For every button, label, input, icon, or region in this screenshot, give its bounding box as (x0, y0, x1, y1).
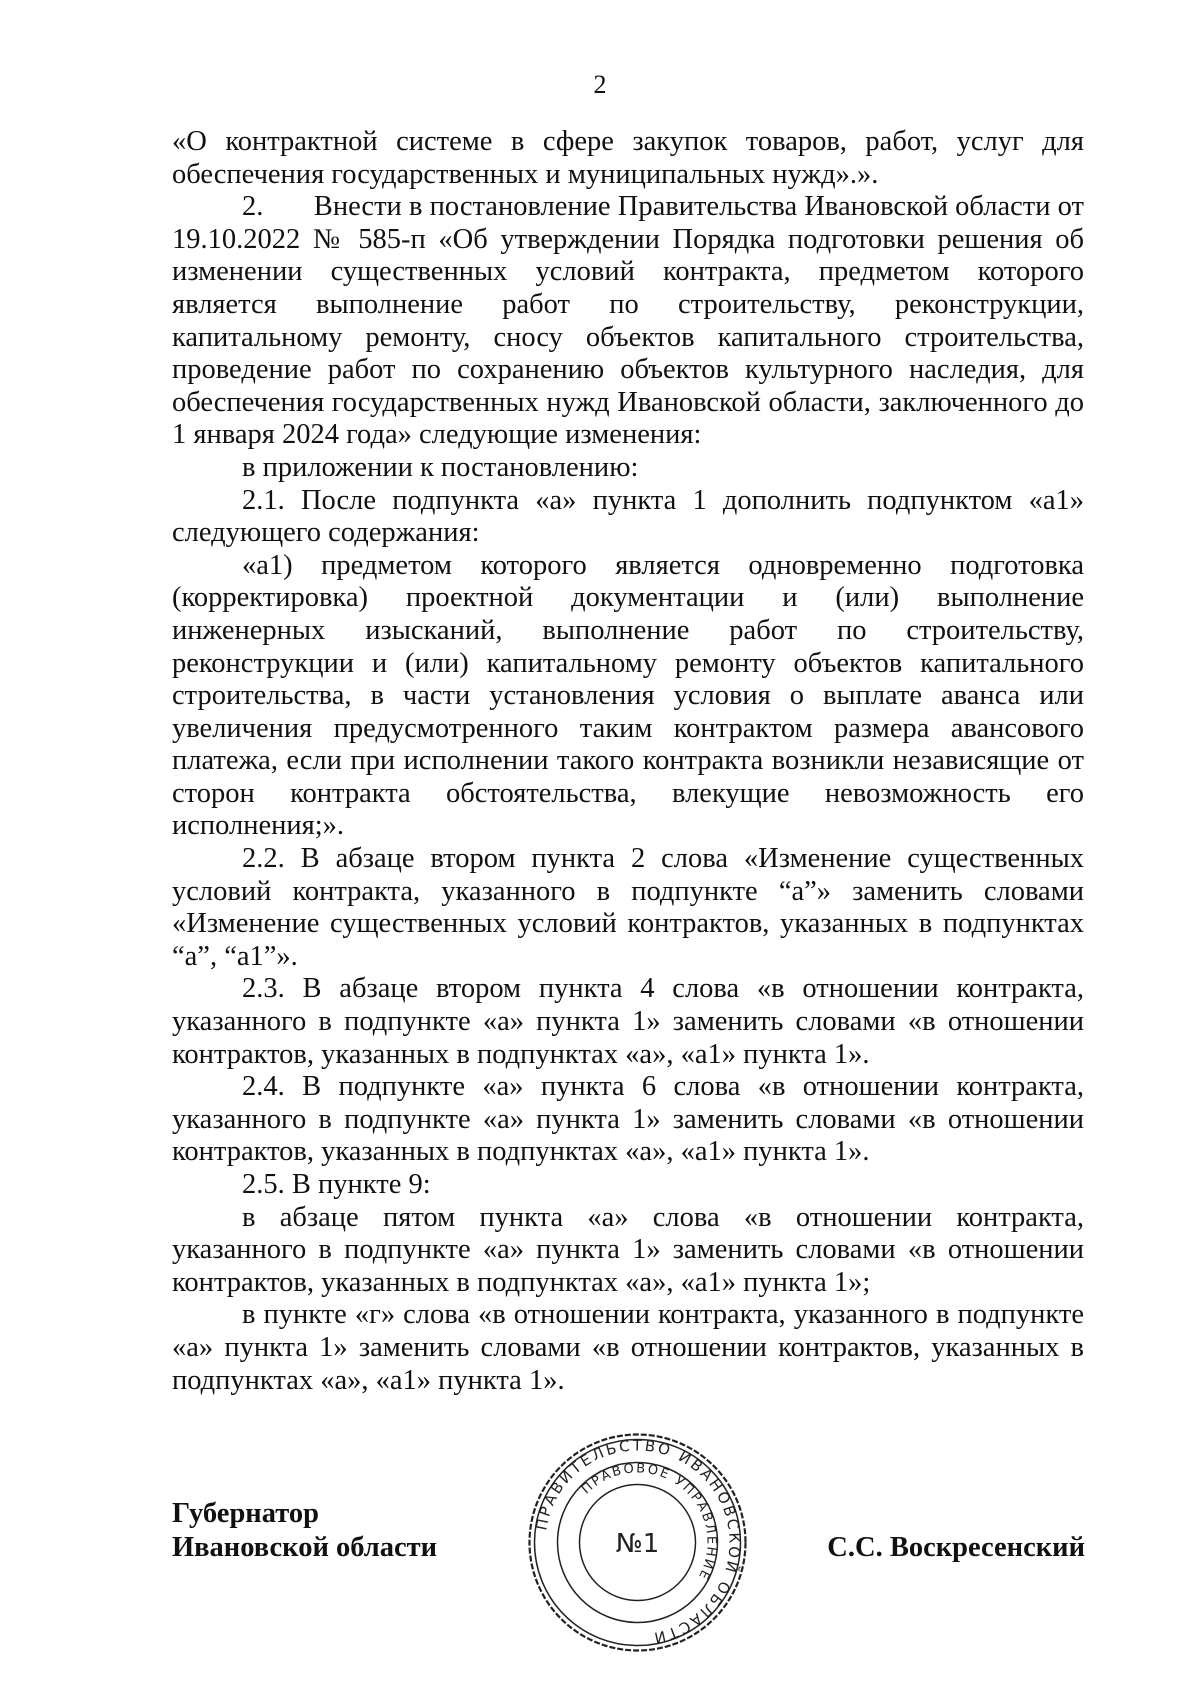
seal-graphic (525, 1430, 750, 1655)
official-seal (525, 1430, 750, 1655)
signature-position (172, 1497, 437, 1565)
paragraph: в абзаце пятом пункта «а» слова «в отношении контракта, указанного в подпункте «а» пункта 1» заменить словами «в отношении контрактов, указанных в подпунктах «а», «а1» пункта 1»; (172, 1201, 1084, 1298)
seal-inner-text: ПРАВОВОЕ УПРАВЛЕНИЕ (578, 1461, 719, 1584)
paragraph: 2.4. В подпункте «а» пункта 6 слова «в отношении контракта, указанного в подпункте «а» пункта 1» заменить словами «в отношении контрактов, указанных в подпунктах «а», «а1» пункта 1». (172, 1071, 1084, 1168)
seal-number: №1 (615, 1529, 660, 1559)
document-body (172, 126, 1084, 1397)
paragraph: в приложении к постановлению: (242, 451, 639, 483)
paragraph: 2. Внести в постановление Правительства Ивановской области от 19.10.2022 № 585-п «Об утверждении Порядка подготовки решения об изменении существенных условий контракта, предметом которого является выполнение работ по строительству, реконструкции, капитальному ремонту, сносу объектов капитального строительства, проведение работ по сохранению объектов культурного наследия, для обеспечения государственных нужд Ивановской области, заключенного до 1 января 2024 года» следующие изменения: (172, 191, 1084, 451)
paragraph: «а1) предметом которого является одновременно подготовка (корректировка) проектной документации и (или) выполнение инженерных изысканий, выполнение работ по строительству, реконструкции и (или) капитальному ремонту объектов капитального строительства, в части установления условия о выплате аванса или увеличения предусмотренного таким контрактом размера авансового платежа, если при исполнении такого контракта возникли независящие от сторон контракта обстоятельства, влекущие невозможность его исполнения;». (172, 549, 1084, 842)
paragraph: «О контрактной системе в сфере закупок товаров, работ, услуг для обеспечения государственных и муниципальных нужд».». (172, 126, 1084, 190)
signer-name: С.С. Воскресенский (827, 1532, 1085, 1563)
signature-position-line1: Губернатор (172, 1498, 319, 1529)
signature-position-line2: Ивановской области (172, 1532, 438, 1563)
paragraph: 2.5. В пункте 9: (242, 1169, 431, 1200)
paragraph: 2.1. После подпункта «а» пункта 1 дополнить подпунктом «а1» следующего содержания: (172, 484, 1084, 549)
page-number: 2 (593, 70, 607, 99)
seal-outer-text: ПРАВИТЕЛЬСТВО ИВАНОВСКОЙ ОБЛАСТИ (532, 1436, 744, 1648)
paragraph: 2.2. В абзаце втором пункта 2 слова «Изменение существенных условий контракта, указанного в подпункте “а”» заменить словами «Изменение существенных условий контрактов, указанных в подпунктах “а”, “а1”». (172, 843, 1084, 972)
paragraph: в пункте «г» слова «в отношении контракта, указанного в подпункте «а» пункта 1» заменить словами «в отношении контрактов, указанных в подпунктах «а», «а1» пункта 1». (172, 1299, 1084, 1396)
paragraph: 2.3. В абзаце втором пункта 4 слова «в отношении контракта, указанного в подпункте «а» пункта 1» заменить словами «в отношении контрактов, указанных в подпунктах «а», «а1» пункта 1». (172, 973, 1084, 1070)
